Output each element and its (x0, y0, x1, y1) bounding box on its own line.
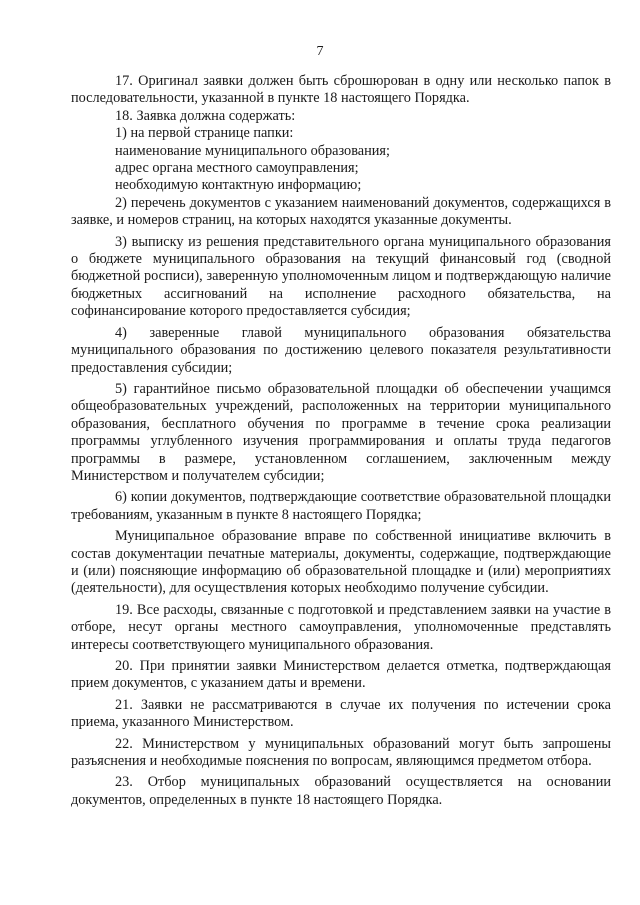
paragraph-22: 22. Министерством у муниципальных образований могут быть запрошены разъяснения и необходимые пояснения по вопросам, являющимся предметом отбора. (71, 735, 611, 770)
list-item-5: 5) гарантийное письмо образовательной площадки об обеспечении учащимся общеобразовательных учреждений, расположенных на территории муниципального образования, бесплатного обучения по программе в течение срока реализации программы углубленного изучения программирования и оплаты труда педагогов программы в размере, установленном соглашением, заключенным между Министерством и получателем субсидии; (71, 380, 611, 484)
list-item-4: 4) заверенные главой муниципального образования обязательства муниципального образования по достижению целевого показателя результативности предоставления субсидии; (71, 324, 611, 376)
paragraph-municipal-initiative: Муниципальное образование вправе по собственной инициативе включить в состав документации печатные материалы, документы, содержащие, подтверждающие и (или) поясняющие информацию об образовательной площадке и (или) мероприятиях (деятельности), для осуществления которых необходимо получение субсидии. (71, 528, 611, 597)
list-item-1: 1) на первой странице папки: (115, 125, 294, 142)
list-item-3: 3) выписку из решения представительного органа муниципального образования о бюджете муниципального образования на текущий финансовый год (сводной бюджетной росписи), заверенную уполномоченным лицом и подтверждающую наличие бюджетных ассигнований на исполнение расходного обязательства, на софинансирование которого предоставляется субсидия; (71, 233, 611, 320)
paragraph-17: 17. Оригинал заявки должен быть сброшюрован в одну или несколько папок в последовательности, указанной в пункте 18 настоящего Порядка. (71, 73, 611, 107)
list-item-6: 6) копии документов, подтверждающие соответствие образовательной площадки требованиям, указанным в пункте 8 настоящего Порядка; (71, 489, 611, 523)
paragraph-19: 19. Все расходы, связанные с подготовкой и представлением заявки на участие в отборе, несут органы местного самоуправления, уполномоченные представлять интересы соответствующего муниципального образования. (71, 601, 611, 653)
list-subitem-name: наименование муниципального образования; (115, 142, 390, 159)
list-item-2: 2) перечень документов с указанием наименований документов, содержащихся в заявке, и номеров страниц, на которых находятся указанные документы. (71, 194, 611, 229)
paragraph-18: 18. Заявка должна содержать: (115, 107, 296, 124)
document-body (71, 73, 611, 809)
list-subitem-contact: необходимую контактную информацию; (115, 177, 362, 194)
paragraph-23: 23. Отбор муниципальных образований осуществляется на основании документов, определенных в пункте 18 настоящего Порядка. (71, 774, 611, 808)
page-number: 7 (316, 44, 324, 59)
paragraph-20: 20. При принятии заявки Министерством делается отметка, подтверждающая прием документов, с указанием даты и времени. (71, 658, 611, 692)
list-subitem-address: адрес органа местного самоуправления; (115, 160, 359, 177)
paragraph-21: 21. Заявки не рассматриваются в случае их получения по истечении срока приема, указанного Министерством. (71, 696, 611, 731)
